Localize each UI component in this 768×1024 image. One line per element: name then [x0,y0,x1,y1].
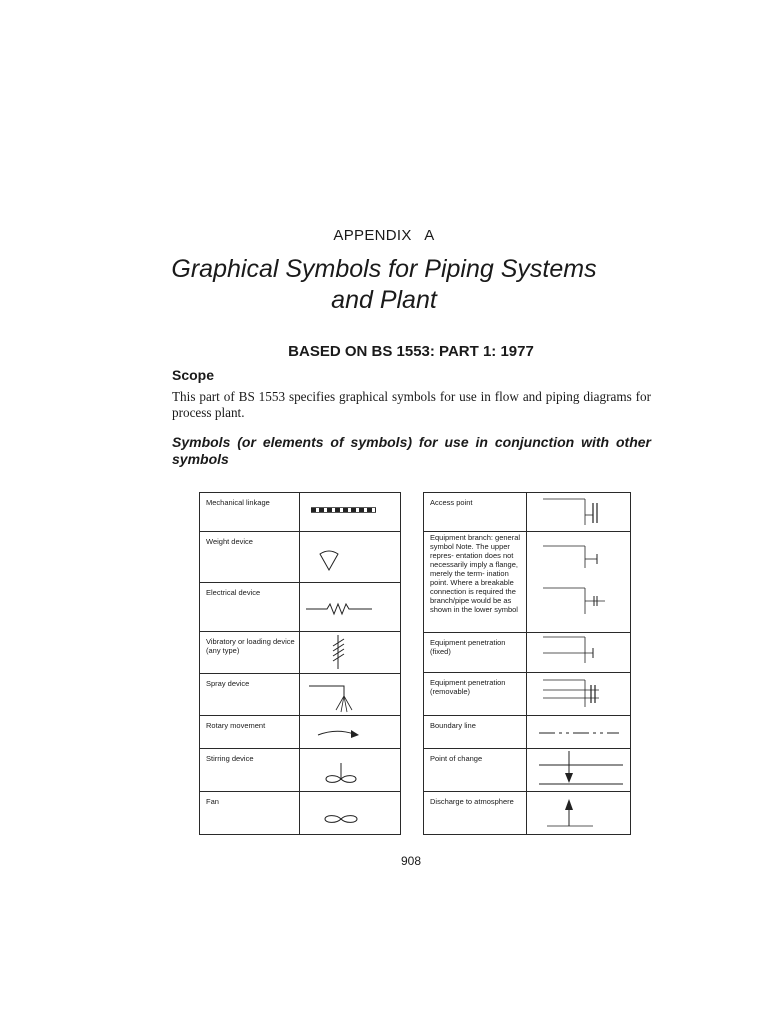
scope-heading: Scope [172,367,215,383]
right-row-label-3: Equipment penetration (removable) [424,673,527,716]
spray-device-icon [300,674,401,716]
right-row-label-1: Equipment branch: general symbol Note. The upper repres- entation does not necessarily imply a flange, merely the term- ination point. Where a breakable connection is required the branch/pipe would be as shown in the lower symbol [424,532,527,633]
right-row-label-5: Point of change [424,749,527,792]
left-symbols-table [199,492,401,835]
title-line-1: Graphical Symbols for Piping Systems [171,255,597,283]
equipment-penetration-fixed-icon [527,633,631,673]
right-row-label-2: Equipment penetration (fixed) [424,633,527,673]
scope-text: This part of BS 1553 specifies graphical symbols for use in flow and piping diagrams for process plant. [172,389,651,420]
rotary-movement-icon [300,716,401,749]
access-point-icon [527,493,631,532]
title-line-2: and Plant [331,286,437,314]
right-row-label-4: Boundary line [424,716,527,749]
page-number: 908 [400,854,422,868]
right-row-label-0: Access point [424,493,527,532]
weight-device-icon [300,532,401,583]
left-row-label-2: Electrical device [200,583,300,632]
stirring-device-icon [300,749,401,792]
equipment-branch-icon [527,532,631,633]
left-row-label-3: Vibratory or loading device (any type) [200,632,300,674]
vibratory-device-icon [300,632,401,674]
subtitle: BASED ON BS 1553: PART 1: 1977 [288,343,534,360]
fan-icon [300,792,401,835]
page-title [0,254,768,316]
equipment-penetration-removable-icon [527,673,631,716]
left-row-label-6: Stirring device [200,749,300,792]
left-row-label-5: Rotary movement [200,716,300,749]
left-row-label-1: Weight device [200,532,300,583]
point-of-change-icon [527,749,631,792]
discharge-to-atmosphere-icon [527,792,631,835]
right-symbols-table [423,492,631,835]
electrical-device-icon [300,583,401,632]
left-row-label-0: Mechanical linkage [200,493,300,532]
appendix-label: APPENDIX A [333,227,435,244]
left-row-label-4: Spray device [200,674,300,716]
right-row-label-6: Discharge to atmosphere [424,792,527,835]
mechanical-linkage-icon [300,493,401,532]
boundary-line-icon [527,716,631,749]
left-row-label-7: Fan [200,792,300,835]
symbols-heading: Symbols (or elements of symbols) for use in conjunction with other symbols [172,434,651,467]
